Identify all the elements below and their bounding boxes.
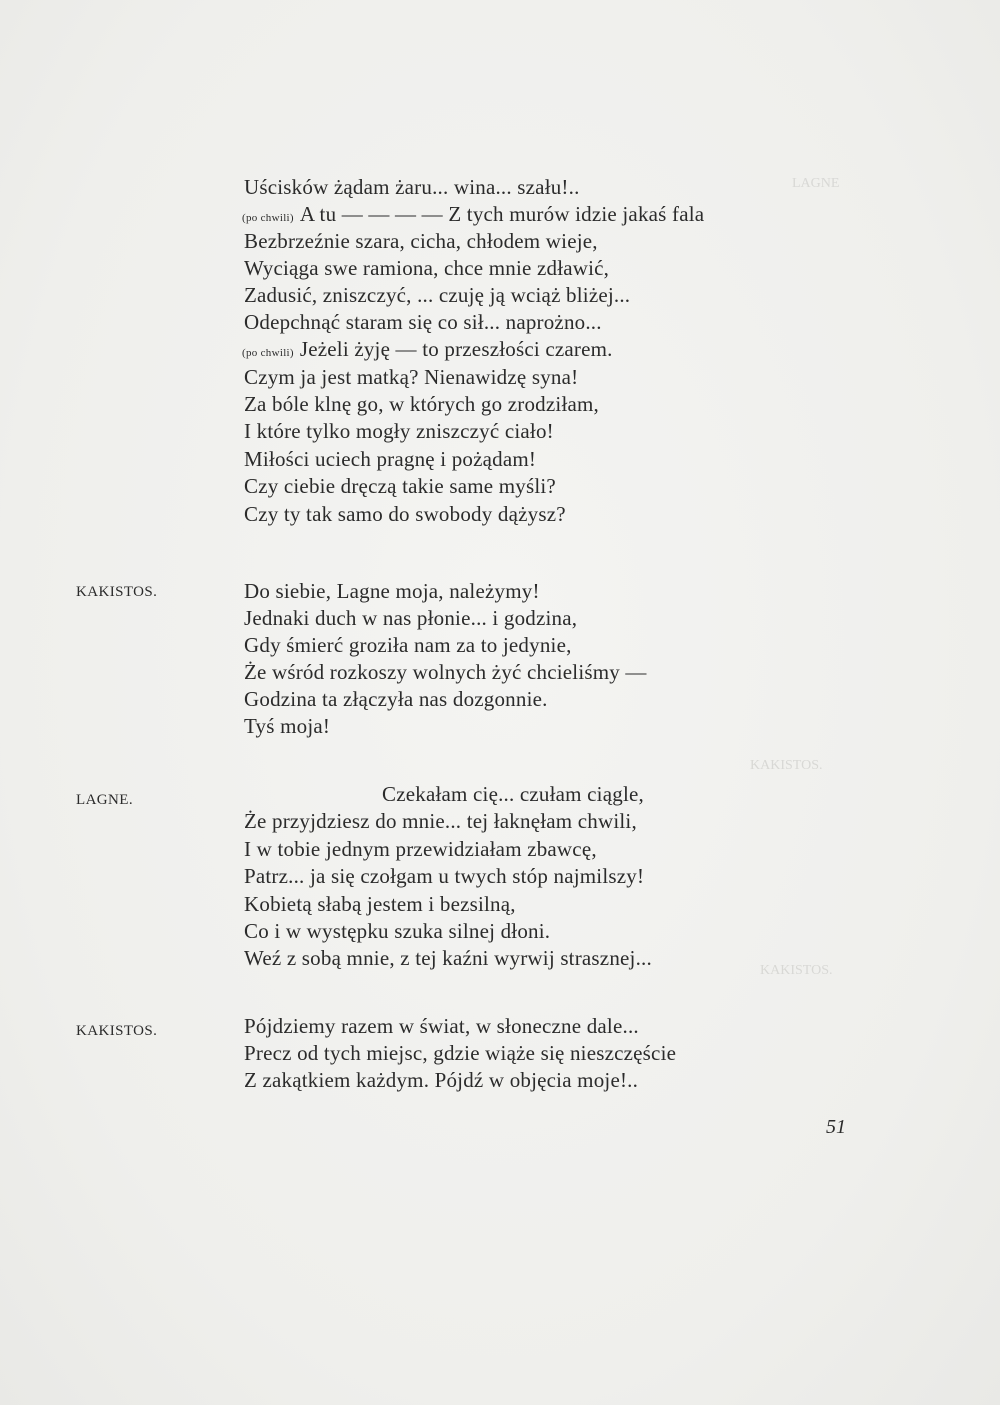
verse-text: Jeżeli żyję — to przeszłości czarem.	[299, 337, 613, 361]
speaker-name: LAGNE.	[76, 792, 133, 808]
show-through-text: LAGNE	[792, 176, 840, 191]
verse-line: I w tobie jednym przewidziałam zbawcę,	[244, 837, 597, 861]
verse-line: Że wśród rozkoszy wolnych żyć chcieliśmy —	[244, 660, 647, 684]
verse-line: Uścisków żądam żaru... wina... szału!..	[244, 175, 580, 199]
verse-line: Do siebie, Lagne moja, należymy!	[244, 579, 540, 603]
verse-line: Tyś moja!	[244, 714, 331, 738]
show-through-text: KAKISTOS.	[760, 963, 833, 978]
verse-line: Wyciąga swe ramiona, chce mnie zdławić,	[244, 256, 610, 280]
stage-direction: (po chwili)	[242, 212, 294, 224]
verse-text: A tu — — — — Z tych murów idzie jakaś fala	[299, 202, 705, 226]
verse-line: Że przyjdziesz do mnie... tej łaknęłam chwili,	[244, 809, 637, 833]
verse-line: Odepchnąć staram się co sił... naprożno...	[244, 310, 602, 334]
stage-direction: (po chwili)	[242, 347, 294, 359]
show-through-text: KAKISTOS.	[750, 758, 823, 773]
verse-line: Za bóle klnę go, w których go zrodziłam,	[244, 392, 599, 416]
speaker-name: KAKISTOS.	[76, 1023, 158, 1039]
verse-line: Zadusić, zniszczyć, ... czuję ją wciąż bliżej...	[244, 283, 631, 307]
verse-line	[244, 336, 613, 367]
verse-line: Weź z sobą mnie, z tej kaźni wyrwij strasznej...	[244, 946, 652, 970]
verse-line: Godzina ta złączyła nas dozgonnie.	[244, 687, 548, 711]
verse-line: Jednaki duch w nas płonie... i godzina,	[244, 606, 578, 630]
verse-line: Patrz... ja się czołgam u twych stóp najmilszy!	[244, 864, 645, 888]
page-number: 51	[826, 1116, 846, 1138]
verse-line: Kobietą słabą jestem i bezsilną,	[244, 892, 516, 916]
speaker-name: KAKISTOS.	[76, 584, 158, 600]
verse-line: Pójdziemy razem w świat, w słoneczne dale...	[244, 1014, 639, 1038]
verse-line: Czy ty tak samo do swobody dążysz?	[244, 502, 566, 526]
verse-line: I które tylko mogły zniszczyć ciało!	[244, 419, 554, 443]
verse-line: Czy ciebie dręczą takie same myśli?	[244, 474, 556, 498]
verse-line: Gdy śmierć groziła nam za to jedynie,	[244, 633, 572, 657]
verse-line: Czekałam cię... czułam ciągle,	[382, 782, 644, 806]
verse-line: Czym ja jest matką? Nienawidzę syna!	[244, 365, 579, 389]
verse-line: Bezbrzeźnie szara, cicha, chłodem wieje,	[244, 229, 598, 253]
verse-line: Z zakątkiem każdym. Pójdź w objęcia moje!..	[244, 1068, 639, 1092]
verse-line: Miłości uciech pragnę i pożądam!	[244, 447, 537, 471]
verse-line: Co i w występku szuka silnej dłoni.	[244, 919, 551, 943]
verse-line: Precz od tych miejsc, gdzie wiąże się nieszczęście	[244, 1041, 677, 1065]
